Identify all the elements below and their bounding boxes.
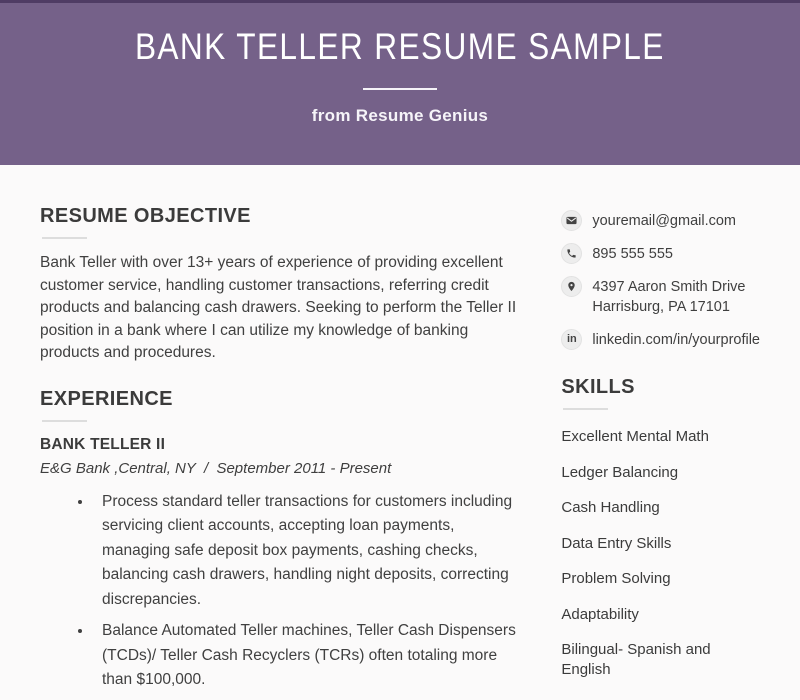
contact-text (592, 210, 736, 231)
job-bullet: • Balance Automated Teller machines, Teller Cash Dispensers (TCDs)/ Teller Cash Recyclers (TCRs) often totaling more than $100,000. (93, 619, 518, 693)
page-title-text: BANK TELLER RESUME SAMPLE (135, 26, 665, 68)
main-column (40, 165, 518, 700)
objective-text: Bank Teller with over 13+ years of experience of providing excellent customer service, handling customer transactions, referring credit products and balancing cash drawers. Seeking to perform the Teller II position in a bank where I can utilize my knowledge of banking products and procedures. (40, 254, 517, 361)
skill-item: Ledger Balancing (561, 463, 679, 481)
skill-item: Excellent Mental Math (561, 428, 709, 445)
contact-text (592, 329, 760, 350)
heading-underline (42, 420, 87, 422)
contact-phone-value: 895 555 555 (592, 246, 673, 262)
sidebar-column (561, 165, 760, 700)
section-heading-skills: SKILLS (561, 376, 635, 398)
heading-underline (42, 237, 87, 239)
contact-item-linkedin (561, 329, 760, 350)
header-banner (0, 0, 800, 165)
linkedin-icon (561, 329, 582, 350)
linkedin-icon-glyph: in (566, 333, 577, 345)
email-icon (561, 210, 582, 231)
job-meta: E&G Bank ,Central, NY / September 2011 - Present (40, 459, 392, 477)
contact-item-phone (561, 243, 760, 264)
header-subtitle: from Resume Genius (311, 106, 489, 125)
contact-item-email (561, 210, 760, 231)
skill-item: Adaptability (561, 605, 639, 623)
contact-text (592, 243, 673, 264)
location-icon (561, 276, 582, 297)
header-divider (363, 88, 437, 90)
skill-item: Problem Solving (561, 570, 671, 587)
contact-address-line2: Harrisburg, PA 17101 (592, 299, 730, 315)
page-title (0, 3, 800, 67)
contact-text (592, 276, 745, 317)
job-title: BANK TELLER II (40, 435, 166, 453)
skill-item: Bilingual- Spanish and English (561, 641, 711, 678)
section-heading-objective: RESUME OBJECTIVE (40, 205, 251, 227)
skill-item: Cash Handling (561, 499, 660, 516)
contact-address-line1: 4397 Aaron Smith Drive (592, 279, 746, 295)
resume-body (0, 165, 800, 700)
contact-linkedin-value: linkedin.com/in/yourprofile (592, 332, 760, 348)
skills-list (561, 427, 760, 680)
section-heading-experience: EXPERIENCE (40, 387, 173, 410)
phone-icon (561, 243, 582, 264)
job-bullet-list (40, 490, 518, 693)
contact-email-value: youremail@gmail.com (592, 213, 737, 229)
job-bullet: • Process standard teller transactions for customers including servicing client accounts, accepting loan payments, managing safe deposit box payments, cashing checks, balancing cash drawers, handling night deposits, correcting discrepancies. (93, 490, 518, 613)
skill-item: Data Entry Skills (561, 534, 672, 552)
contact-item-address (561, 276, 760, 317)
heading-underline (563, 408, 608, 410)
contact-list (561, 210, 760, 350)
